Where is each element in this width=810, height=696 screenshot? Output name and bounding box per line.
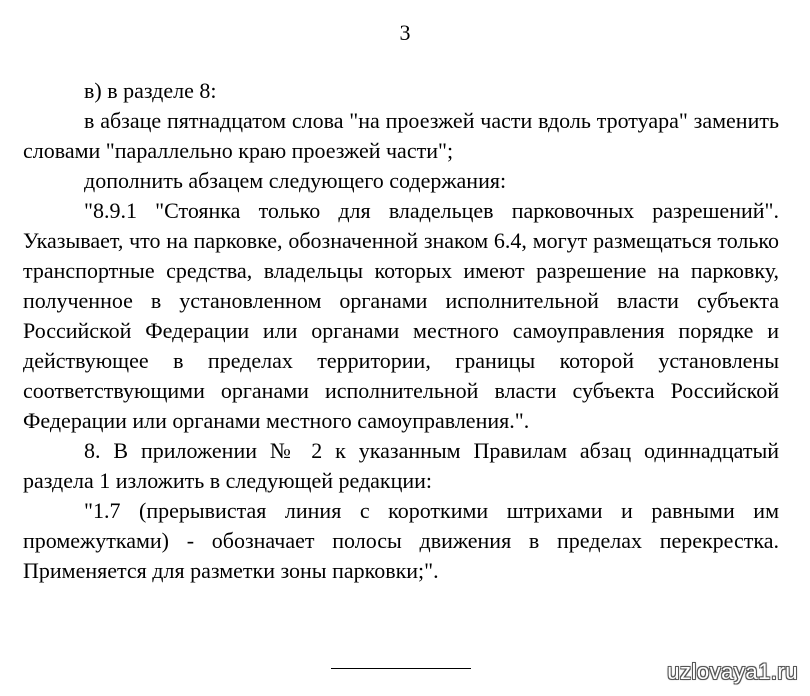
paragraph-item-1-7: "1.7 (прерывистая линия с короткими штрихами и равными им промежутками) - обозначает полосы движения в пределах перекрестка. Применяется для разметки зоны парковки;". bbox=[23, 498, 779, 583]
footnote-separator-line bbox=[331, 668, 471, 669]
document-body bbox=[23, 76, 779, 586]
paragraph-replace-words: в абзаце пятнадцатом слова "на проезжей части вдоль тротуара" заменить словами "параллельно краю проезжей части"; bbox=[23, 108, 779, 163]
paragraph-add-text: дополнить абзацем следующего содержания: bbox=[84, 168, 507, 193]
paragraph-item-8-9-1: "8.9.1 "Стоянка только для владельцев парковочных разрешений". Указывает, что на парковке, обозначенной знаком 6.4, могут размещаться только транспортные средства, владельцы которых имеют разрешение на парковку, полученное в установленном органами исполнительной власти субъекта Российской Федерации или органами местного самоуправления порядке и действующее в пределах территории, границы которой установлены соответствующими органами исполнительной власти субъекта Российской Федерации или органами местного самоуправления.". bbox=[23, 198, 779, 433]
page-number: 3 bbox=[399, 20, 411, 45]
site-watermark: uzlovaya1.ru bbox=[667, 659, 798, 684]
paragraph-section-8-heading: в) в разделе 8: bbox=[84, 78, 217, 103]
paragraph-appendix-2: 8. В приложении № 2 к указанным Правилам абзац одиннадцатый раздела 1 изложить в следующей редакции: bbox=[23, 438, 779, 493]
